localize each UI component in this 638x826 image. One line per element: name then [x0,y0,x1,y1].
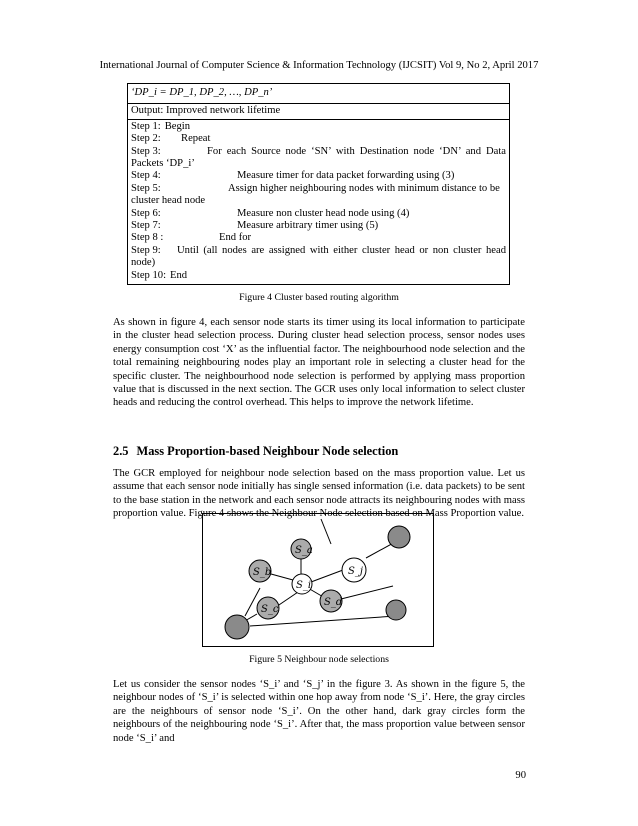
algorithm-step [131,270,506,282]
step-label: Step 10: [131,269,167,281]
step-text: End [170,269,188,281]
paragraph-2: The GCR employed for neighbour node selection based on the mass proportion value. Let us assume that each sensor node initially has single sensed information (i.e. data packets) to be sent to the base station in the network and each sensor node attracts its neighbouring nodes with mass proportion value. Figure 4 shows the Neighbour Node selection based on Mass Proportion value. [113,468,525,520]
section-title: Mass Proportion-based Neighbour Node selection [136,444,399,458]
label-sa: S_a [295,545,313,556]
step-text: Until (all nodes are assigned with either cluster head or non cluster head node) [131,244,506,269]
figure5-caption: Figure 5 Neighbour node selections [249,654,389,665]
algorithm-step [131,208,506,220]
step-label: Step 6: [131,207,161,219]
label-sd: S_d [324,597,343,608]
step-text: Measure non cluster head node using (4) [237,207,410,219]
algorithm-step [131,232,506,244]
step-label: Step 5: [131,182,161,194]
label-sc: S_c [261,604,279,615]
algorithm-step [131,245,506,270]
graph-nodes [225,526,410,639]
step-text: Repeat [181,133,211,145]
edge [341,586,393,599]
step-text: For each Source node ‘SN’ with Destination node ‘DN’ and Data Packets ‘DP_i’ [131,145,506,170]
node-labels [253,545,363,615]
algorithm-output: Output: Improved network lifetime [128,105,509,119]
step-label: Step 9: [131,244,161,256]
figure5-diagram [202,513,434,647]
neighbour-node-graph [203,514,435,648]
step-text: Measure timer for data packet forwarding using (3) [237,170,455,182]
step-text: Measure arbitrary timer using (5) [237,220,379,232]
label-sj: S_j [348,566,363,577]
step-text: Begin [164,120,191,132]
step-label: Step 7: [131,220,161,232]
section-number: 2.5 [113,444,129,458]
edge [271,574,293,580]
step-label: Step 8 : [131,232,164,244]
figure4-caption: Figure 4 Cluster based routing algorithm [239,292,399,303]
step-label: Step 2: [131,133,161,145]
algorithm-step [131,121,506,133]
step-text: Assign higher neighbouring nodes with minimum distance to be cluster head node [131,182,500,207]
dark-node [388,526,410,548]
journal-header: International Journal of Computer Science & Information Technology (IJCSIT) Vol 9, No 2, April 2017 [99,60,539,71]
algorithm-step [131,146,506,171]
algorithm-step [131,183,506,208]
page-number: 90 [515,770,526,781]
step-text: End for [219,232,252,244]
algorithm-box [127,83,510,285]
algorithm-input-line: ‘DP_i = DP_1, DP_2, …, DP_n’ [127,83,510,103]
algorithm-step [131,220,506,232]
dark-node [386,600,406,620]
algorithm-step [131,133,506,145]
dark-node [225,615,249,639]
paragraph-1: As shown in figure 4, each sensor node starts its timer using its local information to participate in the cluster head selection process. During cluster head selection process, sensor nodes uses energy consumption cost ‘X’ as the influential factor. The neighbourhood node selection and the total remaining neighbouring nodes play an important role in selecting a cluster head for the specific cluster. The neighbourhood node selection is performed by applying mass proportion value that is discussed in the next section. The GCR uses only local information to select cluster heads and reducing the control overhead. This helps to improve the network lifetime. [113,317,525,409]
edge [321,519,331,544]
step-label: Step 4: [131,170,161,182]
label-si: S_i [296,580,312,591]
section-heading [113,444,398,458]
algorithm-body [127,103,510,285]
edge [311,570,343,582]
label-sb: S_b [253,567,272,578]
algorithm-step [131,170,506,182]
paragraph-3: Let us consider the sensor nodes ‘S_i’ and ‘S_j’ in the figure 3. As shown in the figure 5, the neighbour nodes of ‘S_i’ is selected within one hop away from node ‘S_i’. Here, the gray circles are the neighbours of sensor node ‘S_i’. On the other hand, dark gray circles form the neighbours of the neighbouring node ‘S_i’. After that, the mass proportion value between sensor node ‘S_i’ and [113,679,525,744]
step-label: Step 1: [131,120,161,132]
step-label: Step 3: [131,145,161,157]
